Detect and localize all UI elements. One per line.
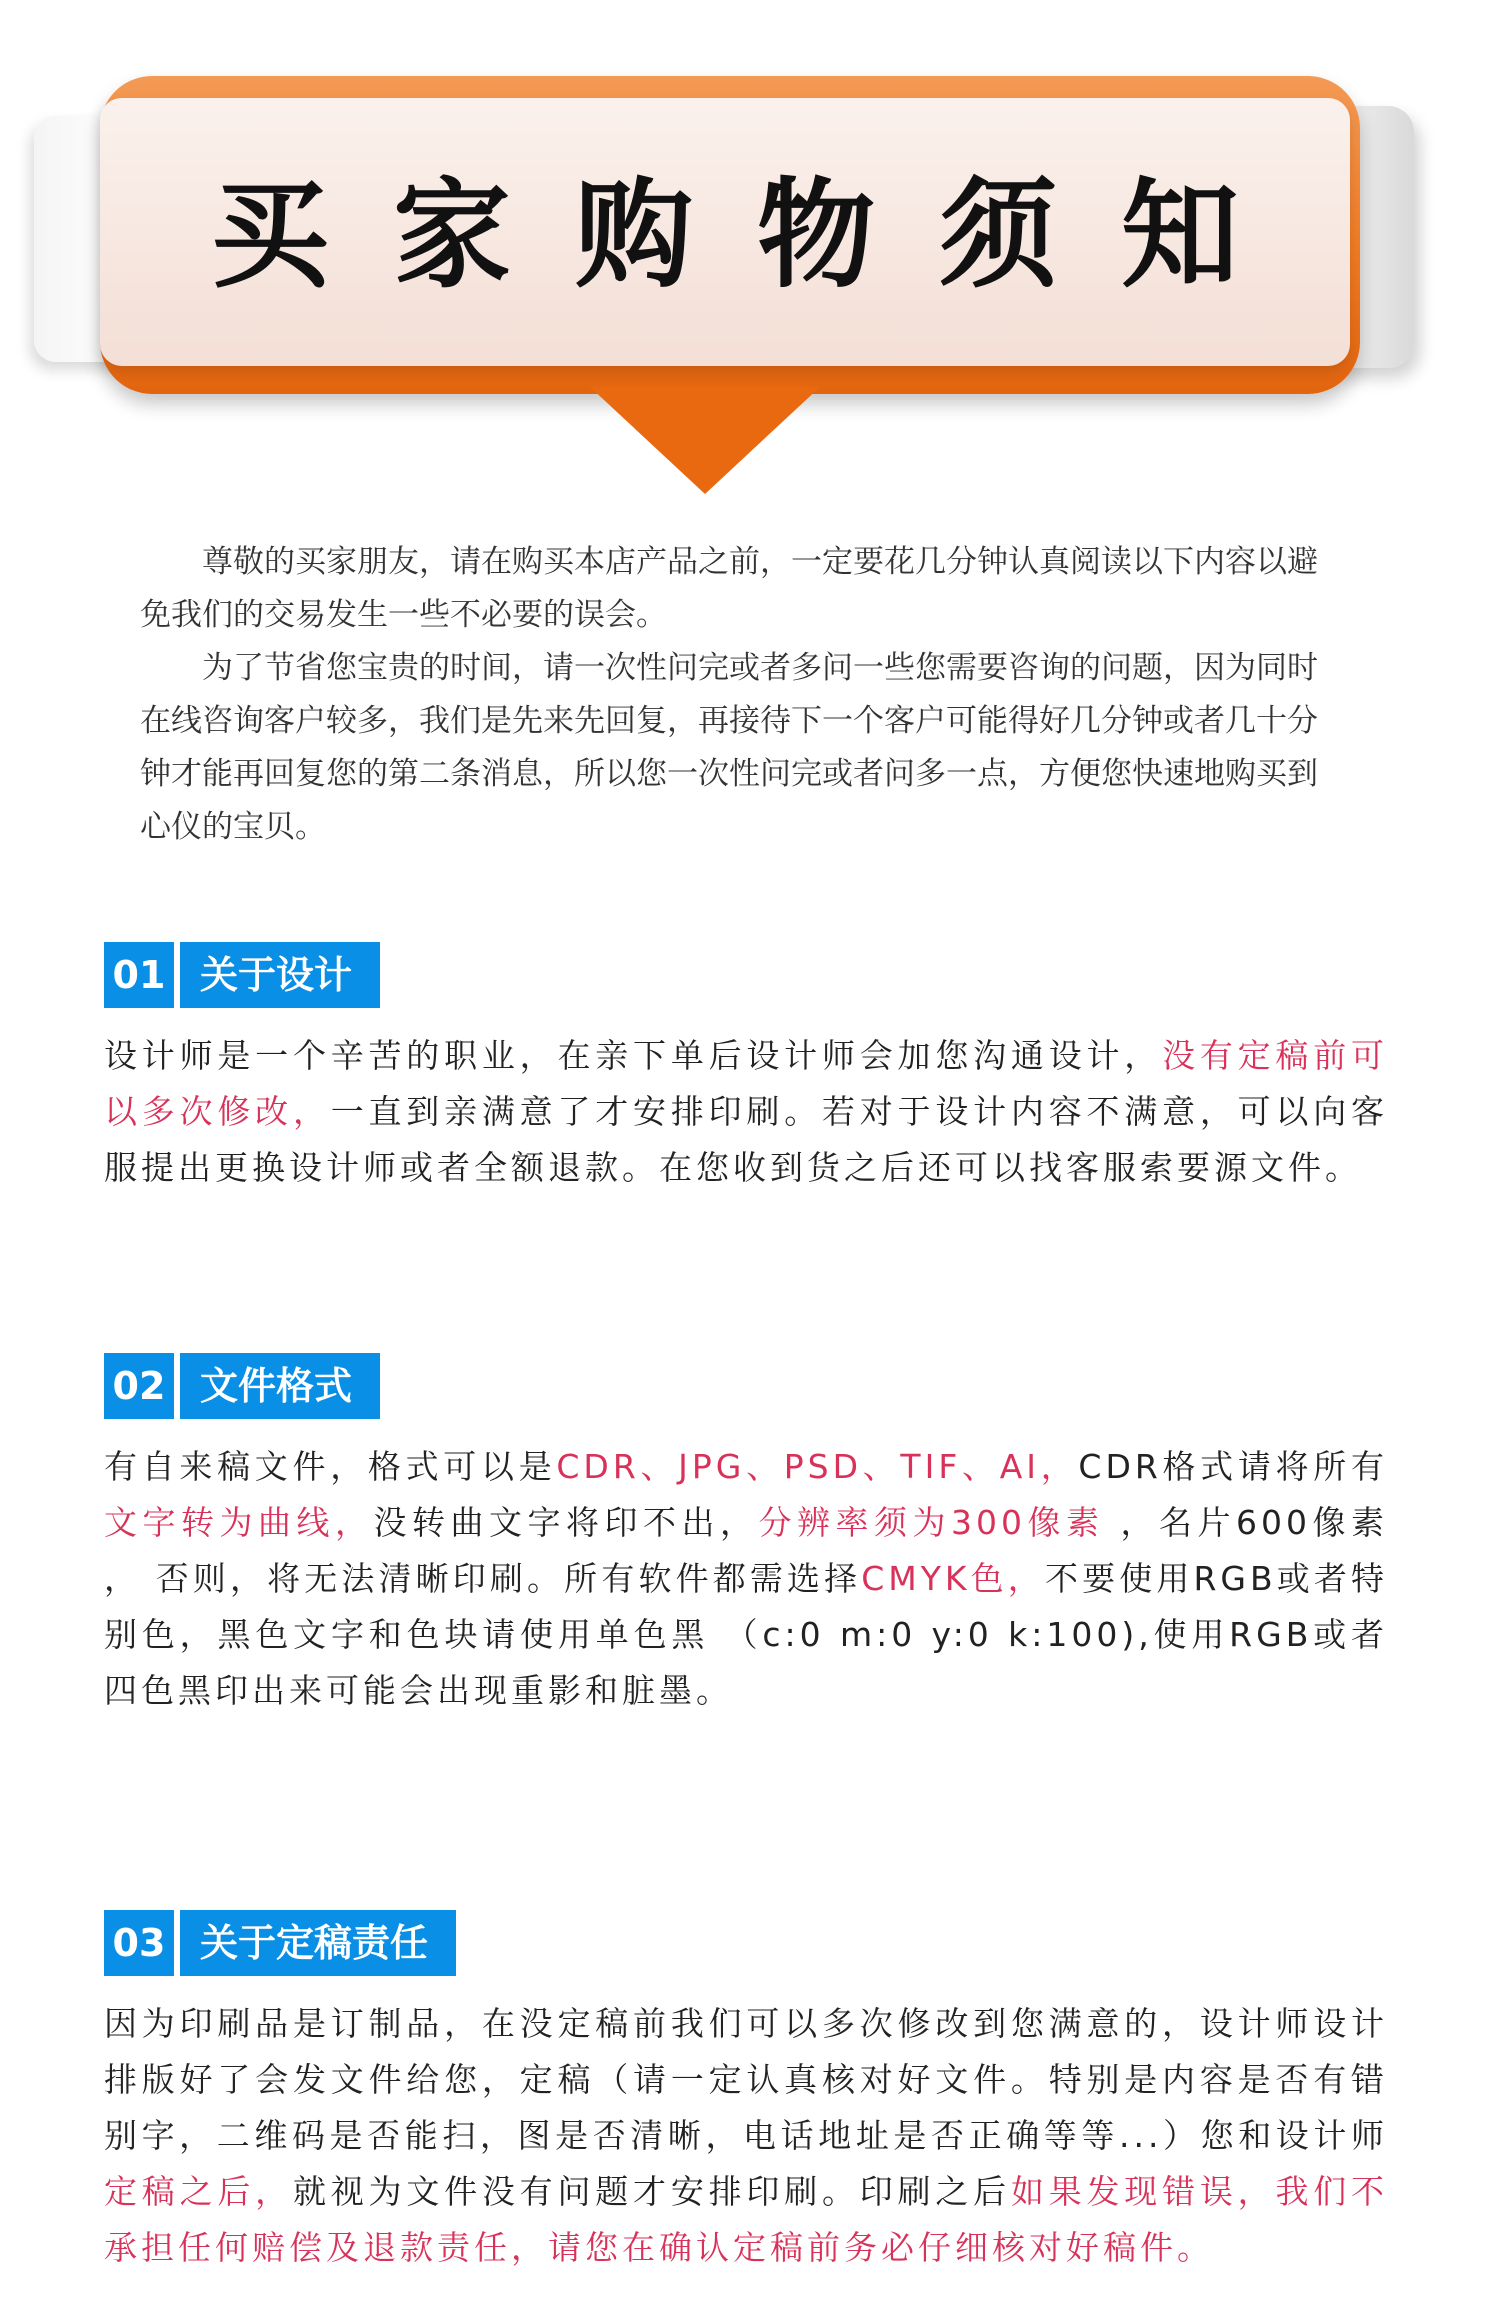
highlight-text: 没有定稿前可以多次修改， [104,1036,1389,1131]
highlight-text: CMYK色， [861,1559,1045,1598]
section-file-format [104,1353,1389,1719]
section-title: 关于定稿责任 [180,1910,456,1976]
section-number: 03 [104,1910,174,1976]
section-number: 01 [104,942,174,1008]
body-text: 设计师是一个辛苦的职业，在亲下单后设计师会加您沟通设计， [104,1036,1163,1075]
highlight-text: 如果发现错误，我们不承担任何赔偿及退款责任，请您在确认定稿前务必仔细核对好稿件。 [104,2172,1389,2267]
section-header [104,1353,1384,1419]
intro-paragraph: 尊敬的买家朋友，请在购买本店产品之前，一定要花几分钟认真阅读以下内容以避免我们的交易发生一些不必要的误会。 [140,544,1318,633]
section-header [104,1910,1384,1976]
page-title: 买家购物须知 [210,166,1303,304]
highlight-text: 定稿之后， [104,2172,293,2211]
section-title: 文件格式 [180,1353,380,1419]
body-text: 有自来稿文件，格式可以是 [104,1447,557,1486]
body-text: ，名片600像素 ， 否则，将无法清晰印刷。所有软件都需选择 [104,1503,1389,1598]
section-body [104,1028,1388,1196]
body-text: CDR格式请将所有 [1078,1447,1388,1486]
body-text: 就视为文件没有问题才安排印刷。印刷之后 [292,2172,1011,2211]
section-body [104,1439,1388,1719]
highlight-text: CDR、JPG、PSD、TIF、AI， [556,1447,1079,1486]
intro-paragraph: 为了节省您宝贵的时间，请一次性问完或者多问一些您需要咨询的问题，因为同时在线咨询客户较多，我们是先来先回复，再接待下一个客户可能得好几分钟或者几十分钟才能再回复您的第二条消息，所以您一次性问完或者问多一点，方便您快速地购买到心仪的宝贝。 [140,650,1318,845]
section-header [104,942,1384,1008]
body-text: 一直到亲满意了才安排印刷。若对于设计内容不满意，可以向客服提出更换设计师或者全额退款。在您收到货之后还可以找客服索要源文件。 [104,1092,1389,1187]
body-text: 因为印刷品是订制品，在没定稿前我们可以多次修改到您满意的，设计师设计排版好了会发文件给您，定稿（请一定认真核对好文件。特别是内容是否有错别字，二维码是否能扫，图是否清晰，电话地址是否正确等等...）您和设计师 [104,2004,1388,2155]
section-final-draft-responsibility [104,1910,1389,2276]
title-banner [0,0,1500,500]
section-title: 关于设计 [180,942,380,1008]
body-text: 不要使用RGB或者特别色，黑色文字和色块请使用单色黑 （c:0 m:0 y:0 k:100),使用RGB或者四色黑印出来可能会出现重影和脏墨。 [104,1559,1389,1710]
highlight-text: 分辨率须为300像素 [758,1503,1105,1542]
body-text: 没转曲文字将印不出， [373,1503,759,1542]
section-body [104,1996,1388,2276]
highlight-text: 文字转为曲线， [104,1503,374,1542]
intro-text [140,536,1340,854]
banner-pointer-arrow [589,386,821,494]
section-number: 02 [104,1353,174,1419]
section-design [104,942,1389,1196]
